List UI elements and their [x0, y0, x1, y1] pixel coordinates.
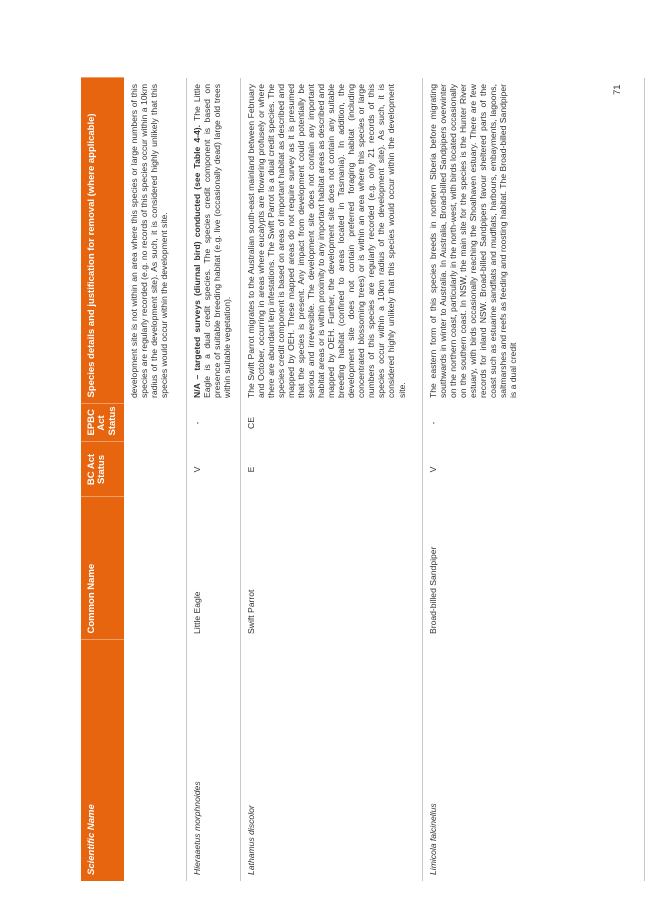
- header-common-name: Common Name: [81, 497, 124, 640]
- species-details-cell: [124, 78, 186, 404]
- details-text: development site is not within an area where this species or large numbers of this species are regularly recorded (e.g. no records of this species occur within a 10km radius of the development site). As such, it is considered highly unlikely that this species would occur within the development site.: [129, 84, 170, 398]
- details-bold-text: N/A – targeted surveys (diurnal bird) conducted (see Table 4-4).: [191, 124, 202, 398]
- bc-status-cell: V: [186, 442, 240, 497]
- bc-status-cell: V: [422, 442, 644, 497]
- epbc-status-cell: -: [422, 404, 644, 442]
- table-row: [124, 78, 186, 881]
- header-bc-act-status: BC Act Status: [81, 442, 124, 497]
- epbc-status-cell: -: [186, 404, 240, 442]
- details-text: The eastern form of this species breeds in northern Siberia before migrating southwards in winter to Australia. In Australia, Broad-billed Sandpipers overwinter on the northern coast, particularly in the north-west, with birds located occasionally on the southern coast. In NSW, the main site for the species is the Hunter River estuary, with birds occasionally reaching the Shoalhaven estuary. There are few records for inland NSW. Broad-billed Sandpipers favour sheltered parts of the coast such as estuarine sandflats and mudflats, harbours, embayments, lagoons, saltmarshes and reefs as feeding and roosting habitat. The Broad-billed Sandpiper is a dual credit: [427, 84, 519, 398]
- scientific-name-cell: Limicola falcinellus: [422, 640, 644, 881]
- common-name-cell: Broad-billed Sandpiper: [422, 497, 644, 640]
- header-scientific-name: Scientific Name: [81, 640, 124, 881]
- table-header-row: [81, 78, 124, 881]
- scientific-name-cell: [124, 640, 186, 881]
- header-epbc-act-status: EPBC Act Status: [81, 404, 124, 442]
- common-name-cell: Swift Parrot: [240, 497, 422, 640]
- table-row: [186, 78, 240, 881]
- species-table: [81, 78, 645, 882]
- epbc-status-cell: CE: [240, 404, 422, 442]
- bc-status-cell: [124, 442, 186, 497]
- species-details-cell: [240, 78, 422, 404]
- common-name-cell: [124, 497, 186, 640]
- scientific-name-cell: Hieraaetus morphnoides: [186, 640, 240, 881]
- bc-status-cell: E: [240, 442, 422, 497]
- table-row: [422, 78, 644, 881]
- common-name-cell: Little Eagle: [186, 497, 240, 640]
- epbc-status-cell: [124, 404, 186, 442]
- details-text: The Little Eagle is a dual credit species. The species credit component is based on presence of suitable breeding habitat (e.g. live (occasionally dead) large old trees within suitable vegetation).: [191, 84, 232, 398]
- page-number: 71: [612, 84, 623, 95]
- details-text: The Swift Parrot migrates to the Australian south-east mainland between February and October, occurring in areas where eucalypts are flowering profusely or where there are abundant lerp infestations. The Swift Parrot is a dual credit species. The species credit component is based on areas of important habitat as described and mapped by OEH. These mapped areas do not require survey as it is presumed that the species is present. Any impact from development could potentially be serious and irreversible. The development site does not contain any important habitat areas or is within proximity to any important habitat areas as described and mapped by OEH. Further, the development site does not contain any suitable breeding habitat (confined to areas located in Tasmania). In addition, the development site does not contain preferred foraging habitat (including concentrated blossoming trees) or is within an area where this species or large numbers of this species are regularly recorded (e.g. only 21 records of this species occur within a 10km radius of the development site). As such, it is considered highly unlikely that this species would occur within the development site.: [245, 84, 407, 398]
- table-row: [240, 78, 422, 881]
- species-details-cell: [422, 78, 644, 404]
- species-details-cell: [186, 78, 240, 404]
- header-species-details: Species details and justification for removal (where applicable): [81, 78, 124, 404]
- rotated-page: [81, 78, 601, 881]
- scientific-name-cell: Lathamus discolor: [240, 640, 422, 881]
